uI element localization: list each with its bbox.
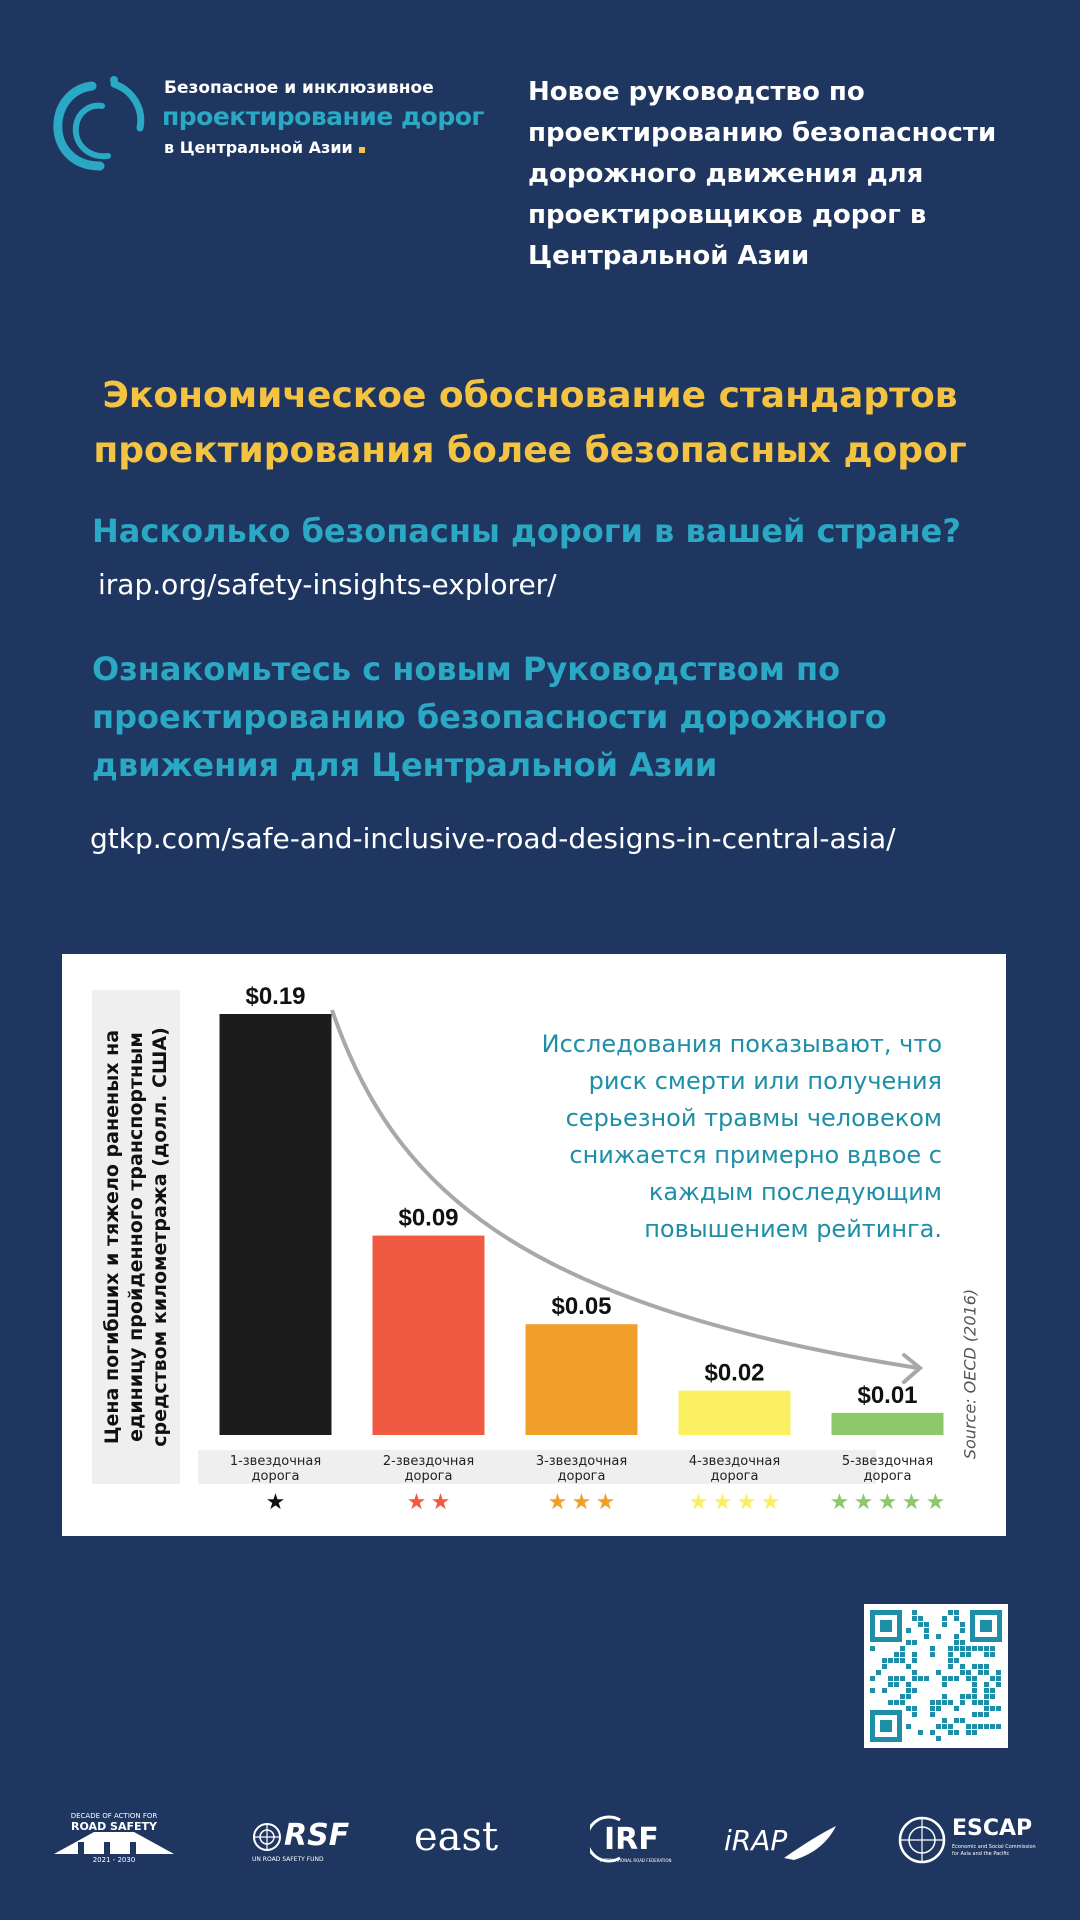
irap-logo (724, 1810, 838, 1870)
bar-5-star (832, 1413, 944, 1435)
irap-link[interactable]: irap.org/safety-insights-explorer/ (98, 568, 557, 601)
category-label-1: 1-звездочная (229, 1454, 322, 1469)
category-label-3-line2: дорога (557, 1469, 606, 1484)
east-text: east (414, 1814, 499, 1860)
bar-4-star (679, 1391, 791, 1435)
irf-text: IRF (604, 1822, 659, 1857)
category-label-4: 4-звездочная (688, 1454, 781, 1469)
category-label-5-line2: дорога (863, 1469, 912, 1484)
chart-annotation: Исследования показывают, что риск смерти или получения серьезной травмы человеком снижается примерно вдвое с каждым последующим повышением рейтинга. (541, 1030, 942, 1243)
star-icon: ★ (925, 1490, 946, 1515)
star-icon: ★ (547, 1490, 568, 1515)
east-logo (414, 1810, 524, 1870)
swirl-logo-icon (52, 68, 148, 174)
category-label-4-line2: дорога (710, 1469, 759, 1484)
bar-1-star (220, 1014, 332, 1435)
bar-3-star (526, 1324, 638, 1435)
project-logo (52, 68, 492, 178)
decade-line2: ROAD SAFETY (71, 1820, 157, 1833)
category-label-5: 5-звездочная (841, 1454, 934, 1469)
y-axis-label: Цена погибших и тяжело раненых на единицу пройденного транспортным средством километража (долл. США) (101, 1027, 171, 1447)
star-icon: ★ (829, 1490, 850, 1515)
value-label-3: $0.05 (551, 1293, 612, 1321)
star-icon: ★ (901, 1490, 922, 1515)
star-icon: ★ (736, 1490, 757, 1515)
category-label-3: 3-звездочная (535, 1454, 628, 1469)
star-icon: ★ (595, 1490, 616, 1515)
un-emblem-icon (252, 1822, 282, 1852)
logo-line-1: Безопасное и инклюзивное (164, 78, 434, 98)
chart-source: Source: OECD (2016) (960, 1288, 980, 1460)
decade-line1: DECADE OF ACTION FOR (70, 1812, 158, 1820)
question-road-safety: Насколько безопасны дороги в вашей стране? (92, 512, 961, 550)
star-icon: ★ (712, 1490, 733, 1515)
star-icon: ★ (760, 1490, 781, 1515)
star-icon: ★ (688, 1490, 709, 1515)
star-icon: ★ (406, 1490, 427, 1515)
escap-logo (896, 1810, 1046, 1870)
irap-text: iRAP (724, 1824, 788, 1857)
qr-code-icon (864, 1604, 1008, 1748)
main-title: Экономическое обоснование стандартов проектирования более безопасных дорог (93, 375, 967, 471)
star-icon: ★ (571, 1490, 592, 1515)
star-icon: ★ (430, 1490, 451, 1515)
rsf-text: RSF (284, 1818, 350, 1853)
star-icon: ★ (853, 1490, 874, 1515)
logo-line-3 (164, 138, 365, 157)
category-label-2-line2: дорога (404, 1469, 453, 1484)
qr-code[interactable] (864, 1604, 1008, 1748)
logo-dot (359, 147, 365, 153)
value-label-1: $0.19 (245, 983, 306, 1010)
guide-invitation: Ознакомьтесь с новым Руководством по проектированию безопасности дорожного движения для Центральной Азии (92, 650, 887, 784)
chart-panel (62, 954, 1006, 1536)
logo-line-2: проектирование дорог (162, 102, 484, 131)
un-emblem-icon (896, 1814, 948, 1866)
gtkp-link[interactable]: gtkp.com/safe-and-inclusive-road-designs-in-central-asia/ (90, 822, 896, 855)
value-label-4: $0.02 (704, 1359, 765, 1387)
escap-sub: Economic and Social Commission for Asia and the Pacific (952, 1844, 1036, 1857)
irf-logo (590, 1810, 670, 1870)
logo-line-3-text: в Центральной Азии (164, 138, 353, 157)
rsf-sub: UN ROAD SAFETY FUND (252, 1856, 324, 1863)
decade-of-action-logo (44, 1810, 184, 1870)
category-label-2: 2-звездочная (382, 1454, 475, 1469)
bar-2-star (373, 1236, 485, 1435)
rsf-logo (252, 1810, 352, 1870)
star-icon: ★ (877, 1490, 898, 1515)
escap-text: ESCAP (952, 1816, 1033, 1841)
category-label-1-line2: дорога (251, 1469, 300, 1484)
star-icon: ★ (265, 1490, 286, 1515)
irf-sub: INTERNATIONAL ROAD FEDERATION (600, 1858, 672, 1863)
header-description: Новое руководство по проектированию безопасности дорожного движения для проектировщиков дорог в Центральной Азии (528, 77, 997, 271)
value-label-5: $0.01 (857, 1381, 918, 1409)
value-label-2: $0.09 (398, 1204, 459, 1232)
decade-line3: 2021 - 2030 (92, 1856, 136, 1864)
